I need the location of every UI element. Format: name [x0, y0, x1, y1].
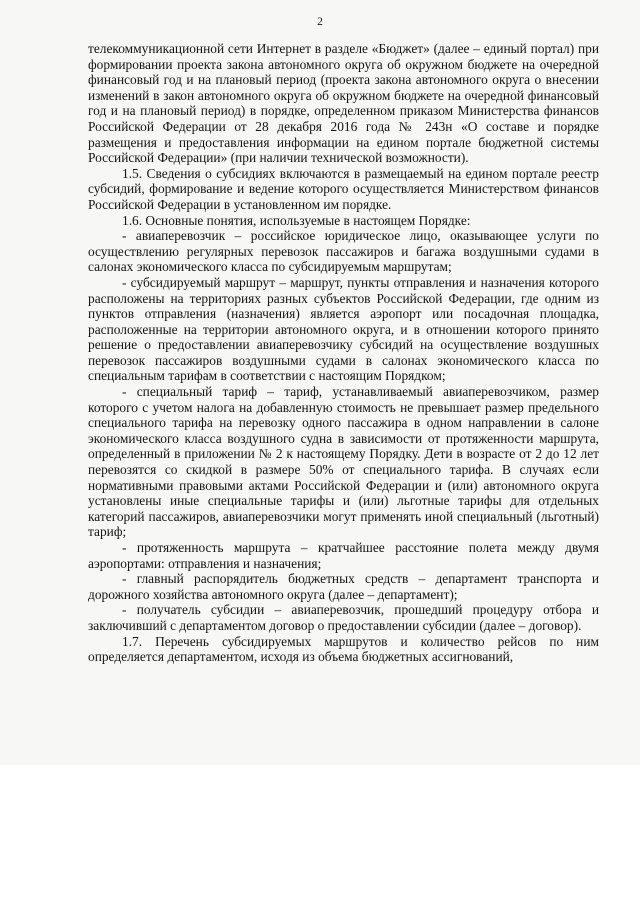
blank-area: [0, 765, 640, 905]
paragraph-continuation: телекоммуникационной сети Интернет в разделе «Бюджет» (далее – единый портал) при формировании проекта закона автономного округа об окружном бюджете на очередной финансовый год и на плановый период (проекта закона автономного округа о внесении изменений в закон автономного округа об окружном бюджете на очередной финансовый год и на плановый период) в порядке, определенном приказом Министерства финансов Российской Федерации от 28 декабря 2016 года № 243н «О составе и порядке размещения и предоставления информации на едином портале бюджетной системы Российской Федерации» (при наличии технической возможности).: [88, 41, 599, 166]
document-body: [88, 41, 599, 665]
page-number: 2: [317, 16, 323, 28]
definition-aviaperevozchik: - авиаперевозчик – российское юридическое лицо, оказывающее услуги по осуществлению регулярных перевозок пассажиров и багажа воздушными судами в салонах экономического класса по субсидируемым маршрутам;: [88, 228, 599, 275]
definition-poluchatel-subsidii: - получатель субсидии – авиаперевозчик, прошедший процедуру отбора и заключивший с департаментом договор о предоставлении субсидии (далее – договор).: [88, 602, 599, 633]
definition-subsidiruemyi-marshrut: - субсидируемый маршрут – маршрут, пункты отправления и назначения которого расположены на территориях разных субъектов Российской Федерации, где одним из пунктов отправления (назначения) является аэропорт или посадочная площадка, расположенные на территории автономного округа, и в отношении которого принято решение о предоставлении авиаперевозчику субсидий на осуществление воздушных перевозок пассажиров воздушными судами в салонах экономического класса по специальным тарифам в соответствии с настоящим Порядком;: [88, 274, 599, 384]
paragraph-1-5: 1.5. Сведения о субсидиях включаются в размещаемый на едином портале реестр субсидий, формирование и ведение которого осуществляется Министерством финансов Российской Федерации в установленном им порядке.: [88, 165, 599, 212]
paragraph-1-7: 1.7. Перечень субсидируемых маршрутов и количество рейсов по ним определяется департаментом, исходя из объема бюджетных ассигнований,: [88, 633, 599, 665]
definition-protyazhennost-marshruta: - протяженность маршрута – кратчайшее расстояние полета между двумя аэропортами: отправления и назначения;: [88, 540, 599, 571]
definition-glavnyi-rasporyaditel: - главный распорядитель бюджетных средств – департамент транспорта и дорожного хозяйства автономного округа (далее – департамент);: [88, 571, 599, 602]
paragraph-1-6: 1.6. Основные понятия, используемые в настоящем Порядке:: [122, 212, 471, 228]
definition-specialnyi-tarif: - специальный тариф – тариф, устанавливаемый авиаперевозчиком, размер которого с учетом налога на добавленную стоимость не превышает размер предельного специального тарифа на перевозку одного пассажира в одном направлении в салоне экономического класса воздушного судна в зависимости от протяженности маршрута, определенный в приложении № 2 к настоящему Порядку. Дети в возрасте от 2 до 12 лет перевозятся со скидкой в размере 50% от специального тарифа. В случаях если нормативными правовыми актами Российской Федерации и (или) автономного округа установлены иные специальные тарифы и (или) льготные тарифы для отдельных категорий пассажиров, авиаперевозчики могут применять иной специальный (льготный) тариф;: [88, 384, 599, 540]
